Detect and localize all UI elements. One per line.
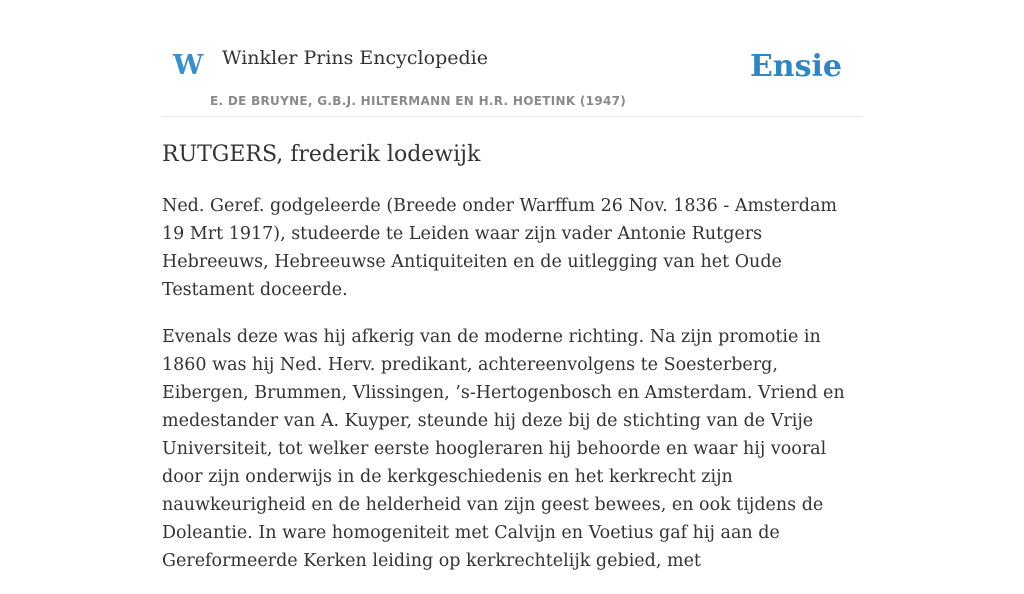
entry-title: RUTGERS, frederik lodewijk <box>162 142 481 167</box>
entry-body <box>162 192 862 594</box>
ensie-logo[interactable]: Ensie <box>749 49 842 84</box>
page <box>162 0 862 571</box>
encyclopedia-title[interactable]: Winkler Prins Encyclopedie <box>222 47 488 69</box>
site-header <box>162 0 862 117</box>
entry-paragraph: Ned. Geref. godgeleerde (Breede onder Warffum 26 Nov. 1836 - Amsterdam 19 Mrt 1917), studeerde te Leiden waar zijn vader Antonie Rutgers Hebreeuws, Hebreeuwse Antiquiteiten en de uitlegging van het Oude Testament doceerde. <box>162 196 838 300</box>
entry-paragraph: Evenals deze was hij afkerig van de moderne richting. Na zijn promotie in 1860 was hij Ned. Herv. predikant, achtereenvolgens te Soesterberg, Eibergen, Brummen, Vlissingen, ’s-Hertogenbosch en Amsterdam. Vriend en medestander van A. Kuyper, steunde hij deze bij de stichting van de Vrije Universiteit, tot welker eerste hoogleraren hij behoorde en waar hij vooral door zijn onderwijs in de kerkgeschiedenis en het kerkrecht zijn nauwkeurigheid en de helderheid van zijn geest bewees, en ook tijdens de Doleantie. In ware homogeniteit met Calvijn en Voetius gaf hij aan de Gereformeerde Kerken leiding op kerkrechtelijk gebied, met <box>162 327 845 571</box>
winkler-prins-logo-icon[interactable]: W <box>173 50 204 81</box>
authors-line: E. DE BRUYNE, G.B.J. HILTERMANN EN H.R. HOETINK (1947) <box>210 94 627 108</box>
